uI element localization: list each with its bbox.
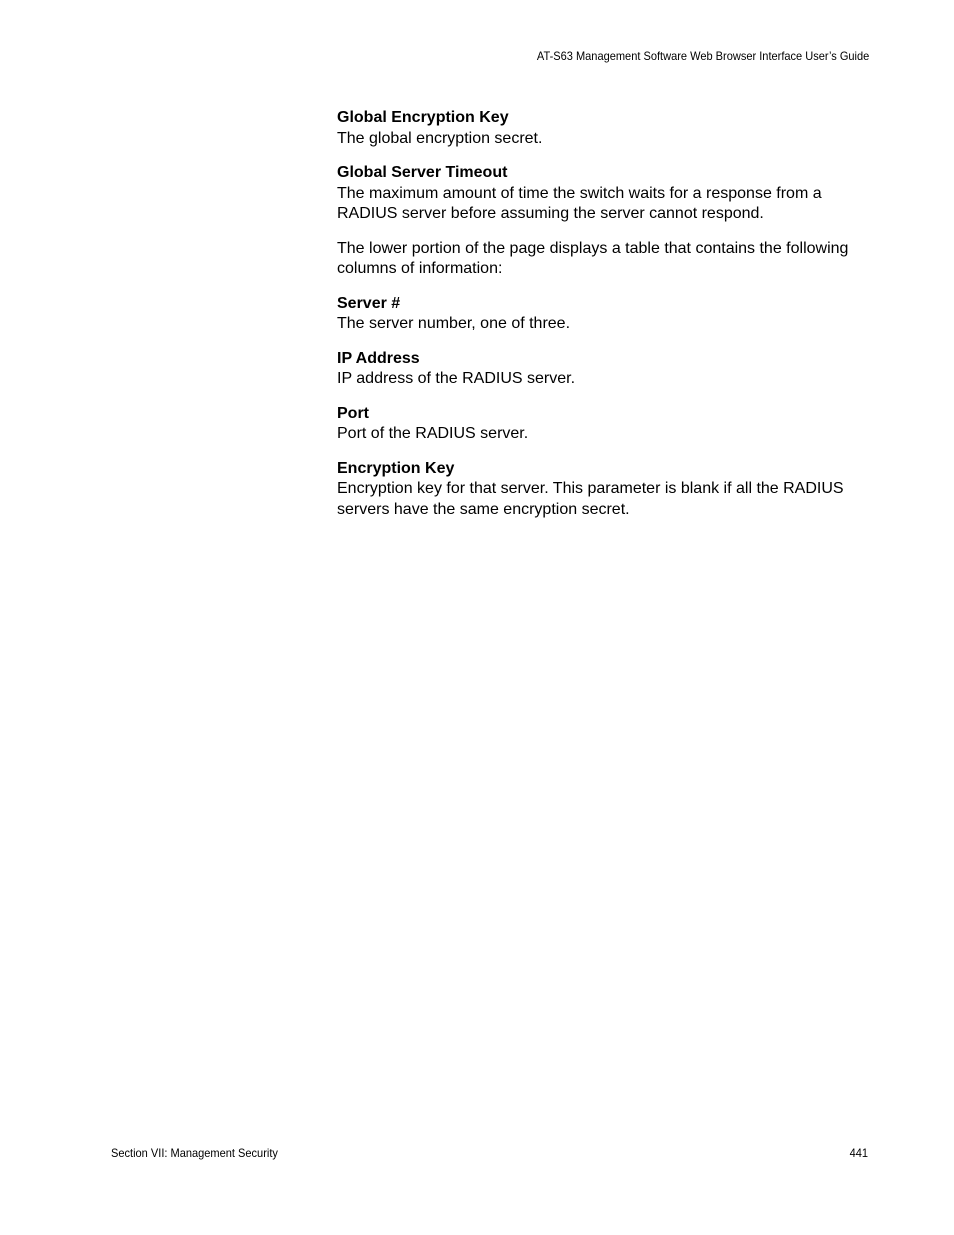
term-label: Global Server Timeout bbox=[337, 164, 508, 181]
page-number: 441 bbox=[849, 1146, 868, 1160]
term-label: Encryption Key bbox=[337, 459, 455, 477]
term-description: Port of the RADIUS server. bbox=[337, 425, 529, 442]
term-label: Port bbox=[337, 404, 369, 422]
term-description: The maximum amount of time the switch waits for a response from a RADIUS server before assuming the server cannot respond. bbox=[337, 184, 822, 222]
term-label: Server # bbox=[337, 294, 401, 312]
intro-paragraph: The lower portion of the page displays a table that contains the following columns of information: bbox=[337, 239, 849, 277]
term-description: Encryption key for that server. This parameter is blank if all the RADIUS servers have the same encryption secret. bbox=[337, 480, 844, 518]
term-description: The global encryption secret. bbox=[337, 129, 543, 147]
definition-port bbox=[337, 404, 877, 445]
term-label: Global Encryption Key bbox=[337, 109, 509, 126]
term-description: IP address of the RADIUS server. bbox=[337, 370, 576, 387]
term-label: IP Address bbox=[337, 349, 420, 367]
definition-ip-address bbox=[337, 349, 877, 390]
main-content bbox=[337, 108, 877, 534]
definition-server-number bbox=[337, 294, 877, 335]
definition-global-server-timeout bbox=[337, 163, 877, 225]
term-description: The server number, one of three. bbox=[337, 315, 571, 332]
running-header-title: AT-S63 Management Software Web Browser Interface User’s Guide bbox=[536, 49, 869, 63]
footer-section-title: Section VII: Management Security bbox=[111, 1146, 278, 1160]
definition-global-encryption-key bbox=[337, 108, 877, 149]
definition-encryption-key bbox=[337, 459, 877, 521]
